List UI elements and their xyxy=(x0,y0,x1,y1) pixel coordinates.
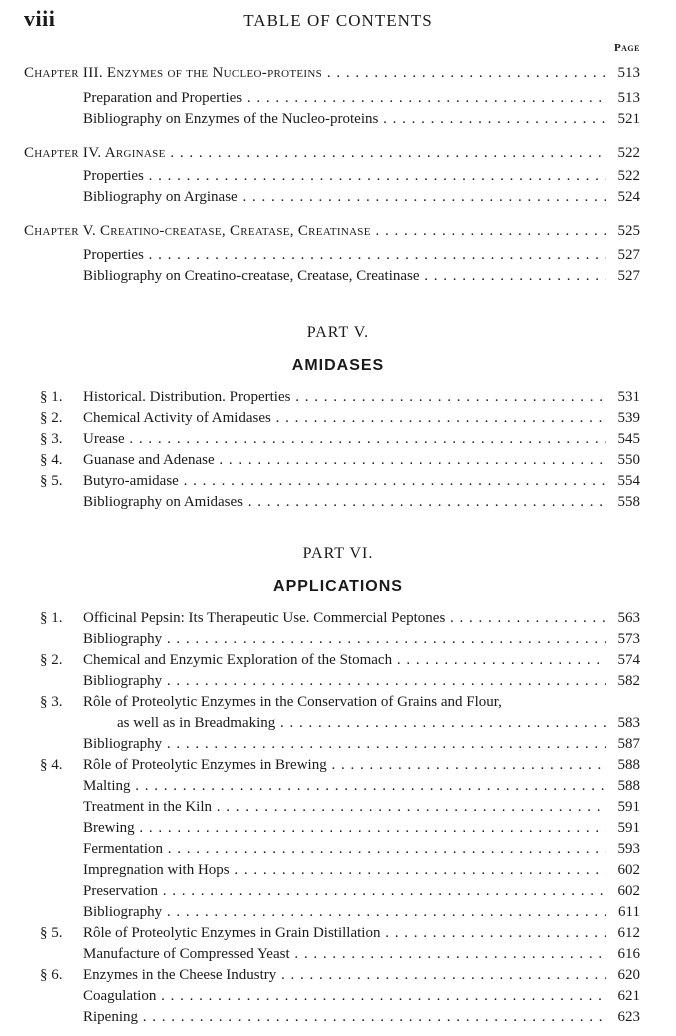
entry-text: Impregnation with Hops . . . xyxy=(83,860,606,881)
chapter-entry xyxy=(0,221,676,242)
page-ref: 558 xyxy=(617,494,640,510)
entry-text: Chemical and Enzymic Exploration of the Stomach . . . xyxy=(83,650,606,671)
part-heading: PART VI. xyxy=(302,545,374,562)
page-ref: 623 xyxy=(617,1009,640,1025)
part-title: APPLICATIONS xyxy=(273,578,403,595)
entry-text: Butyro-amidase . . . xyxy=(83,471,606,492)
page-ref: 521 xyxy=(617,111,640,127)
chapter-title: Chapter IV. Arginase . . . xyxy=(24,143,606,164)
page-ref: 513 xyxy=(617,90,640,106)
section-number: § 4. xyxy=(40,757,63,773)
entry-text: Coagulation . . . xyxy=(83,986,606,1007)
toc-entry xyxy=(0,1007,676,1028)
entry-text: Properties . . . xyxy=(83,166,606,187)
entry-text: Rôle of Proteolytic Enzymes in the Conservation of Grains and Flour, xyxy=(83,694,502,710)
toc-entry xyxy=(0,608,676,629)
section-number: § 5. xyxy=(40,473,63,489)
section-number: § 3. xyxy=(40,431,63,447)
entry-text: Officinal Pepsin: Its Therapeutic Use. Commercial Peptones . . . xyxy=(83,608,606,629)
page-ref: 602 xyxy=(617,862,640,878)
entry-text: Enzymes in the Cheese Industry . . . xyxy=(83,965,606,986)
toc-entry xyxy=(0,902,676,923)
toc-entry xyxy=(0,944,676,965)
entry-text: Urease . . . xyxy=(83,429,606,450)
entry-text: Brewing . . . xyxy=(83,818,606,839)
entry-text: Bibliography on Amidases . . . xyxy=(83,492,606,513)
entry-text: Guanase and Adenase . . . xyxy=(83,450,606,471)
part-heading: PART V. xyxy=(306,324,370,341)
entry-text: Malting . . . xyxy=(83,776,606,797)
entry-text: Treatment in the Kiln . . . xyxy=(83,797,606,818)
toc-entry xyxy=(0,109,676,130)
toc-entry xyxy=(0,965,676,986)
toc-entry xyxy=(0,387,676,408)
entry-text: Rôle of Proteolytic Enzymes in Brewing . . . xyxy=(83,755,606,776)
toc-entry xyxy=(0,88,676,109)
entry-text: Rôle of Proteolytic Enzymes in Grain Distillation . . . xyxy=(83,923,606,944)
page-ref: 602 xyxy=(617,883,640,899)
entry-text: Chemical Activity of Amidases . . . xyxy=(83,408,606,429)
page-ref: 588 xyxy=(617,778,640,794)
entry-text: Bibliography on Arginase . . . xyxy=(83,187,606,208)
entry-text: Bibliography on Creatino-creatase, Creatase, Creatinase . . . xyxy=(83,266,606,287)
section-number: § 1. xyxy=(40,610,63,626)
chapter-title: Chapter III. Enzymes of the Nucleo-proteins . . . xyxy=(24,63,606,84)
toc-entry xyxy=(0,692,676,713)
page-ref: 545 xyxy=(617,431,640,447)
page-column-label: Page xyxy=(613,42,640,54)
page-ref: 574 xyxy=(617,652,640,668)
page-number: viii xyxy=(24,6,56,31)
entry-text: Fermentation . . . xyxy=(83,839,606,860)
chapter-title: Chapter V. Creatino-creatase, Creatase, Creatinase . . . xyxy=(24,221,606,242)
entry-text: Ripening . . . xyxy=(83,1007,606,1028)
toc-entry xyxy=(0,245,676,266)
page-ref: 563 xyxy=(617,610,640,626)
page-ref: 527 xyxy=(617,247,640,263)
page-ref: 550 xyxy=(617,452,640,468)
page-ref: 612 xyxy=(617,925,640,941)
page-ref: 531 xyxy=(617,389,640,405)
toc-entry xyxy=(0,266,676,287)
toc-entry xyxy=(0,650,676,671)
toc-entry xyxy=(0,734,676,755)
page-ref: 527 xyxy=(617,268,640,284)
entry-text: Properties . . . xyxy=(83,245,606,266)
toc-entry xyxy=(0,671,676,692)
toc-entry xyxy=(0,797,676,818)
page-ref: 620 xyxy=(617,967,640,983)
page-ref: 583 xyxy=(617,715,640,731)
toc-entry xyxy=(0,492,676,513)
toc-entry xyxy=(0,429,676,450)
page-ref: 616 xyxy=(617,946,640,962)
part-title: AMIDASES xyxy=(291,357,385,374)
page-ref: 591 xyxy=(617,820,640,836)
page-ref: 554 xyxy=(617,473,640,489)
entry-text: Bibliography . . . xyxy=(83,671,606,692)
toc-entry xyxy=(0,839,676,860)
chapter-entry xyxy=(0,63,676,84)
toc-entry xyxy=(0,755,676,776)
page-ref: 539 xyxy=(617,410,640,426)
toc-entry xyxy=(0,450,676,471)
toc-entry xyxy=(0,629,676,650)
entry-text: as well as in Breadmaking . . . xyxy=(117,713,606,734)
page-ref: 582 xyxy=(617,673,640,689)
page-ref: 611 xyxy=(618,904,640,920)
toc-entry xyxy=(0,923,676,944)
page-ref: 522 xyxy=(617,145,640,161)
page-ref: 593 xyxy=(617,841,640,857)
toc-entry xyxy=(0,166,676,187)
toc-entry xyxy=(0,986,676,1007)
section-number: § 4. xyxy=(40,452,63,468)
toc-entry xyxy=(0,471,676,492)
section-number: § 2. xyxy=(40,652,63,668)
page-ref: 587 xyxy=(617,736,640,752)
section-number: § 3. xyxy=(40,694,63,710)
toc-entry xyxy=(0,818,676,839)
chapter-entry xyxy=(0,143,676,164)
page-ref: 588 xyxy=(617,757,640,773)
running-title: TABLE OF CONTENTS xyxy=(243,11,433,30)
entry-text: Bibliography . . . xyxy=(83,734,606,755)
entry-text: Preservation . . . xyxy=(83,881,606,902)
toc-entry xyxy=(0,776,676,797)
page-ref: 573 xyxy=(617,631,640,647)
section-number: § 6. xyxy=(40,967,63,983)
entry-text: Bibliography on Enzymes of the Nucleo-proteins . . . xyxy=(83,109,606,130)
page-ref: 524 xyxy=(617,189,640,205)
page-ref: 513 xyxy=(617,65,640,81)
toc-entry xyxy=(0,713,676,734)
page-ref: 621 xyxy=(617,988,640,1004)
entry-text: Historical. Distribution. Properties . . . xyxy=(83,387,606,408)
page-ref: 522 xyxy=(617,168,640,184)
page-ref: 525 xyxy=(617,223,640,239)
toc-entry xyxy=(0,187,676,208)
page-ref: 591 xyxy=(617,799,640,815)
section-number: § 1. xyxy=(40,389,63,405)
entry-text: Bibliography . . . xyxy=(83,902,606,923)
toc-entry xyxy=(0,860,676,881)
entry-text: Manufacture of Compressed Yeast . . . xyxy=(83,944,606,965)
entry-text: Preparation and Properties . . . xyxy=(83,88,606,109)
entry-text: Bibliography . . . xyxy=(83,629,606,650)
section-number: § 5. xyxy=(40,925,63,941)
section-number: § 2. xyxy=(40,410,63,426)
toc-entry xyxy=(0,408,676,429)
toc-entry xyxy=(0,881,676,902)
